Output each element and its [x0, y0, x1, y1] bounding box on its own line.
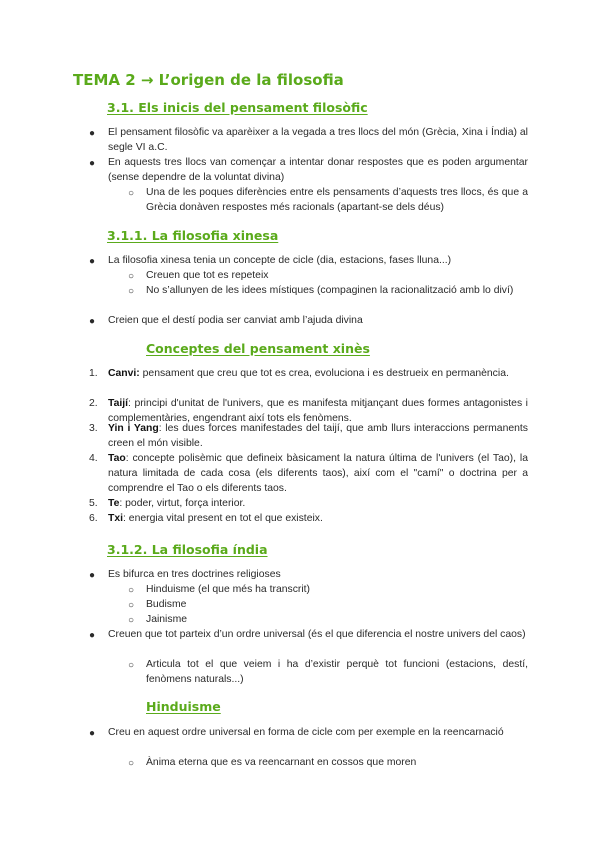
item-number: 3. — [89, 423, 98, 434]
item-number: 4. — [89, 453, 98, 464]
sub-list-item: Budisme — [146, 599, 187, 610]
sub-bullet-icon: ○ — [128, 758, 135, 769]
item-definition: : principi d'unitat de l'univers, que es manifesta mitjançant dues formes antagonistes i complementàries, engendrant així tots els fenòmens. — [108, 398, 528, 424]
item-term: Yin i Yang — [108, 423, 159, 434]
item-number: 6. — [89, 513, 98, 524]
section-heading-hinduisme: Hinduisme — [146, 699, 221, 714]
section-heading-3-1-1: 3.1.1. La filosofia xinesa — [107, 228, 279, 243]
bullet-icon: ● — [89, 256, 96, 267]
list-item: La filosofia xinesa tenia un concepte de cicle (dia, estacions, fases lluna...) — [108, 255, 452, 266]
item-text — [108, 511, 528, 526]
sub-list-item: Ànima eterna que es va reencarnant en cossos que moren — [146, 757, 417, 768]
bullet-icon: ● — [89, 128, 96, 139]
item-text — [108, 451, 528, 496]
list-item: El pensament filosòfic va aparèixer a la vegada a tres llocs del món (Grècia, Xina i Índia) al segle VI a.C. — [108, 127, 528, 153]
list-item: En aquests tres llocs van començar a intentar donar respostes que es poden argumentar (sense dependre de la voluntat divina) — [108, 157, 528, 183]
item-definition: : les dues forces manifestades del taijí, que amb llurs interaccions permanents creen el món visible. — [108, 423, 528, 449]
sub-bullet-icon: ○ — [128, 600, 135, 611]
item-term: Tao — [108, 453, 126, 464]
section-heading-conceptes: Conceptes del pensament xinès — [146, 341, 370, 356]
list-item: Creu en aquest ordre universal en forma de cicle com per exemple en la reencarnació — [108, 727, 504, 738]
item-number: 1. — [89, 368, 98, 379]
bullet-icon: ● — [89, 158, 96, 169]
sub-list-item: Creuen que tot es repeteix — [146, 270, 269, 281]
item-term: Te — [108, 498, 120, 509]
bullet-icon: ● — [89, 728, 96, 739]
item-definition: : energia vital present en tot el que existeix. — [123, 513, 323, 524]
bullet-icon: ● — [89, 630, 96, 641]
sub-bullet-icon: ○ — [128, 188, 135, 199]
sub-bullet-icon: ○ — [128, 615, 135, 626]
sub-bullet-icon: ○ — [128, 660, 135, 671]
list-item: Creien que el destí podia ser canviat amb l’ajuda divina — [108, 315, 363, 326]
item-text — [108, 496, 528, 511]
item-term: Canvi: — [108, 368, 140, 379]
item-number: 2. — [89, 398, 98, 409]
item-number: 5. — [89, 498, 98, 509]
list-item: Creuen que tot parteix d’un ordre universal (és el que diferencia el nostre univers del caos) — [108, 629, 526, 640]
section-heading-3-1: 3.1. Els inicis del pensament filosòfic — [107, 100, 368, 115]
item-term: Txi — [108, 513, 124, 524]
sub-list-item: Una de les poques diferències entre els pensaments d’aquests tres llocs, és que a Grècia donàven respostes més racionals (apartant-se dels déus) — [146, 187, 528, 213]
sub-list-item: Jainisme — [146, 614, 187, 625]
item-term: Taijí — [108, 398, 129, 409]
item-definition: : concepte polisèmic que defineix bàsicament la natura última de l'univers (el Tao), la natura limitada de cada cosa (els diferents taos), així com el "camí" o doctrina per a comprendre el Tao o els diferents taos. — [108, 453, 528, 494]
item-text — [108, 366, 528, 381]
item-text — [108, 421, 528, 451]
sub-list-item: No s’allunyen de les idees místiques (compaginen la racionalització amb lo diví) — [146, 285, 514, 296]
page-title: TEMA 2 → L’origen de la filosofia — [73, 71, 344, 89]
item-definition: : poder, virtut, força interior. — [119, 498, 246, 509]
sub-bullet-icon: ○ — [128, 286, 135, 297]
sub-bullet-icon: ○ — [128, 585, 135, 596]
section-heading-3-1-2: 3.1.2. La filosofia índia — [107, 542, 268, 557]
sub-bullet-icon: ○ — [128, 271, 135, 282]
bullet-icon: ● — [89, 570, 96, 581]
sub-list-item: Articula tot el que veiem i ha d’existir perquè tot funcioni (estacions, destí, fenòmens naturals...) — [146, 659, 528, 685]
bullet-icon: ● — [89, 316, 96, 327]
sub-list-item: Hinduisme (el que més ha transcrit) — [146, 584, 311, 595]
list-item: Es bifurca en tres doctrines religioses — [108, 569, 281, 580]
item-definition: pensament que creu que tot es crea, evoluciona i es destrueix en permanència. — [139, 368, 509, 379]
